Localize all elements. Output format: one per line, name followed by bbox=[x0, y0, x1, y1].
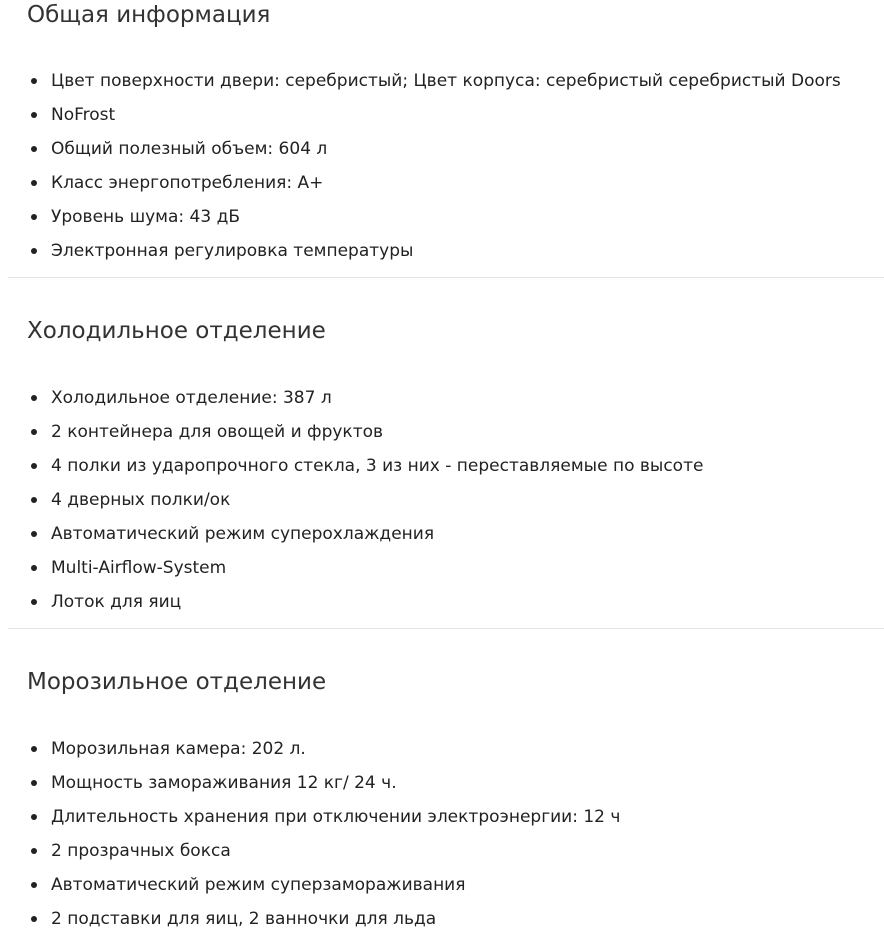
list-item-text: Автоматический режим суперохлаждения bbox=[51, 524, 435, 544]
list-item-text: Multi-Airflow-System bbox=[51, 558, 227, 578]
bullet-icon bbox=[31, 780, 37, 786]
list-item-text: Морозильная камера: 202 л. bbox=[51, 739, 306, 759]
bullet-icon bbox=[31, 248, 37, 254]
list-item-text: NoFrost bbox=[51, 105, 116, 125]
list-item bbox=[0, 381, 703, 415]
list-item bbox=[0, 517, 703, 551]
list-item bbox=[0, 200, 841, 234]
list-item bbox=[0, 98, 841, 132]
list-item-text: 2 прозрачных бокса bbox=[51, 841, 231, 861]
bullet-icon bbox=[31, 112, 37, 118]
list-item bbox=[0, 449, 703, 483]
bullet-icon bbox=[31, 531, 37, 537]
list-item-text: 4 дверных полки/ок bbox=[51, 490, 231, 510]
list-item bbox=[0, 766, 620, 800]
section-title: Морозильное отделение bbox=[27, 669, 327, 695]
feature-list bbox=[0, 64, 841, 268]
list-item-text: Длительность хранения при отключении электроэнергии: 12 ч bbox=[51, 807, 621, 827]
list-item bbox=[0, 868, 620, 902]
list-item bbox=[0, 234, 841, 268]
list-item-text: Лоток для яиц bbox=[51, 592, 182, 612]
bullet-icon bbox=[31, 565, 37, 571]
feature-list bbox=[0, 381, 703, 619]
list-item bbox=[0, 800, 620, 834]
bullet-icon bbox=[31, 746, 37, 752]
section-title: Холодильное отделение bbox=[27, 318, 326, 344]
bullet-icon bbox=[31, 146, 37, 152]
bullet-icon bbox=[31, 848, 37, 854]
list-item-text: 2 контейнера для овощей и фруктов bbox=[51, 422, 384, 442]
bullet-icon bbox=[31, 463, 37, 469]
bullet-icon bbox=[31, 78, 37, 84]
list-item bbox=[0, 166, 841, 200]
list-item-text: Холодильное отделение: 387 л bbox=[51, 388, 332, 408]
section-divider bbox=[8, 628, 884, 629]
bullet-icon bbox=[31, 916, 37, 922]
list-item-text: 4 полки из ударопрочного стекла, 3 из них - переставляемые по высоте bbox=[51, 456, 704, 476]
list-item bbox=[0, 483, 703, 517]
section-divider bbox=[8, 277, 884, 278]
list-item-text: Цвет поверхности двери: серебристый; Цвет корпуса: серебристый серебристый Doors bbox=[51, 71, 841, 91]
list-item-text: 2 подставки для яиц, 2 ванночки для льда bbox=[51, 909, 437, 929]
feature-list bbox=[0, 732, 620, 936]
list-item bbox=[0, 902, 620, 936]
bullet-icon bbox=[31, 882, 37, 888]
list-item-text: Класс энергопотребления: A+ bbox=[51, 173, 324, 193]
bullet-icon bbox=[31, 814, 37, 820]
list-item bbox=[0, 585, 703, 619]
list-item bbox=[0, 732, 620, 766]
list-item bbox=[0, 132, 841, 166]
list-item-text: Электронная регулировка температуры bbox=[51, 241, 414, 261]
list-item bbox=[0, 415, 703, 449]
bullet-icon bbox=[31, 429, 37, 435]
bullet-icon bbox=[31, 395, 37, 401]
bullet-icon bbox=[31, 214, 37, 220]
list-item bbox=[0, 551, 703, 585]
bullet-icon bbox=[31, 497, 37, 503]
list-item-text: Автоматический режим суперзамораживания bbox=[51, 875, 466, 895]
list-item-text: Мощность замораживания 12 кг/ 24 ч. bbox=[51, 773, 397, 793]
bullet-icon bbox=[31, 180, 37, 186]
list-item bbox=[0, 834, 620, 868]
bullet-icon bbox=[31, 599, 37, 605]
list-item bbox=[0, 64, 841, 98]
list-item-text: Общий полезный объем: 604 л bbox=[51, 139, 328, 159]
list-item-text: Уровень шума: 43 дБ bbox=[51, 207, 241, 227]
section-title: Общая информация bbox=[27, 2, 271, 28]
